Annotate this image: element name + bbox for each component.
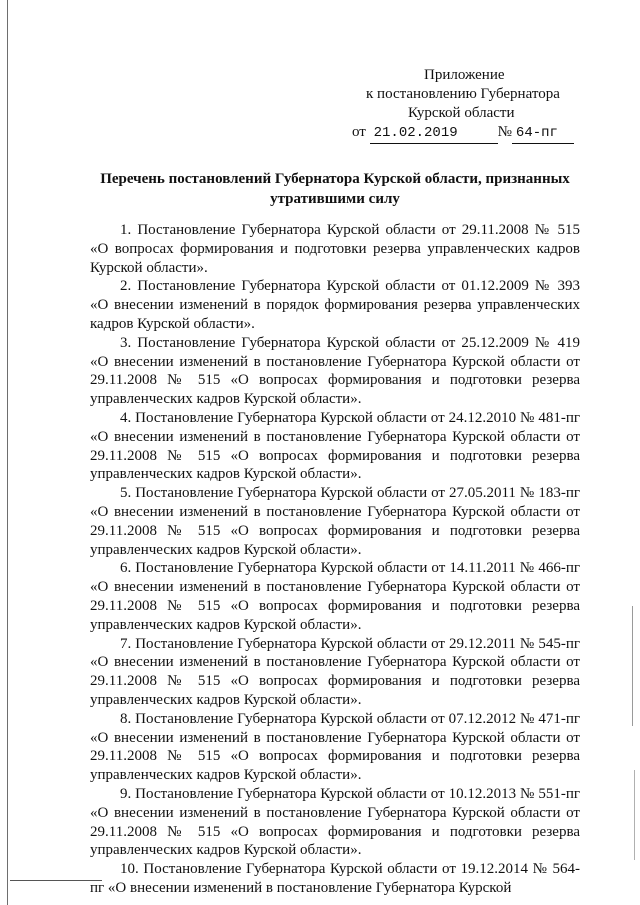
item-number: 3. (120, 334, 132, 351)
item-number: 4. (120, 409, 132, 426)
list-item (90, 484, 580, 559)
list-item (90, 221, 580, 277)
item-text: Постановление Губернатора Курской области от 29.12.2011 № 545-пг «О внесении изменений в постановление Губернатора Курской области от 29.11.2008 № 515 «О вопросах формирования и подготовки резерва управленческих кадров Курской области». (90, 635, 580, 708)
list-item (90, 635, 580, 710)
list-item (90, 785, 580, 860)
item-number: 9. (120, 785, 132, 802)
item-text: Постановление Губернатора Курской области от 24.12.2010 № 481-пг «О внесении изменений в постановление Губернатора Курской области от 29.11.2008 № 515 «О вопросах формирования и подготовки резерва управленческих кадров Курской области». (90, 409, 580, 483)
appendix-date-line (352, 123, 602, 142)
item-number: 5. (120, 485, 132, 502)
appendix-date: 21.02.2019 (370, 124, 498, 144)
appendix-resolution-line: к постановлению Губернатора (366, 86, 560, 102)
page-edge-right-lower (634, 770, 635, 860)
item-text: Постановление Губернатора Курской области от 29.11.2008 № 515 «О вопросах формирования и подготовки резерва управленческих кадров Курской области». (90, 222, 580, 276)
footnote-rule (10, 880, 102, 881)
page-edge-right (632, 606, 633, 726)
item-text: Постановление Губернатора Курской области от 10.12.2013 № 551-пг «О внесении изменений в постановление Губернатора Курской области от 29.11.2008 № 515 «О вопросах формирования и подготовки резерва управленческих кадров Курской области». (90, 785, 580, 859)
item-text: Постановление Губернатора Курской области от 27.05.2011 № 183-пг «О внесении изменений в постановление Губернатора Курской области от 29.11.2008 № 515 «О вопросах формирования и подготовки резерва управленческих кадров Курской области». (90, 485, 580, 558)
item-text: Постановление Губернатора Курской области от 25.12.2009 № 419 «О внесении изменений в постановление Губернатора Курской области от 29.11.2008 № 515 «О вопросах формирования и подготовки резерва управленческих кадров Курской области». (90, 334, 580, 408)
item-text: Постановление Губернатора Курской области от 14.11.2011 № 466-пг «О внесении изменений в постановление Губернатора Курской области от 29.11.2008 № 515 «О вопросах формирования и подготовки резерва управленческих кадров Курской области». (90, 560, 581, 633)
appendix-title: Приложение (424, 67, 505, 83)
list-item (90, 860, 580, 898)
list-item (90, 334, 580, 409)
list-item (90, 710, 580, 785)
appendix-block (352, 66, 602, 142)
item-number: 10. (120, 861, 139, 878)
page-edge-left (7, 0, 8, 905)
appendix-number: 64-пг (512, 124, 574, 144)
date-prefix: от (352, 124, 366, 140)
number-prefix: № (497, 124, 512, 140)
item-text: Постановление Губернатора Курской области от 01.12.2009 № 393 «О внесении изменений в порядок формирования резерва управленческих кадров Курской области». (90, 278, 580, 332)
item-text: Постановление Губернатора Курской области от 07.12.2012 № 471-пг «О внесении изменений в постановление Губернатора Курской области от 29.11.2008 № 515 «О вопросах формирования и подготовки резерва управленческих кадров Курской области». (90, 710, 580, 784)
list-item (90, 409, 580, 484)
document-body (90, 221, 580, 898)
item-number: 7. (120, 635, 132, 652)
item-number: 8. (120, 710, 132, 727)
item-text: Постановление Губернатора Курской области от 19.12.2014 № 564-пг «О внесении изменений в постановление Губернатора Курской (90, 861, 580, 896)
item-number: 1. (120, 222, 132, 238)
list-item (90, 277, 580, 333)
list-item (90, 559, 580, 634)
item-number: 2. (120, 278, 132, 295)
document-title: Перечень постановлений Губернатора Курской области, признанных утратившими силу (100, 171, 570, 207)
appendix-region-line: Курской области (408, 105, 515, 121)
item-number: 6. (120, 560, 132, 577)
